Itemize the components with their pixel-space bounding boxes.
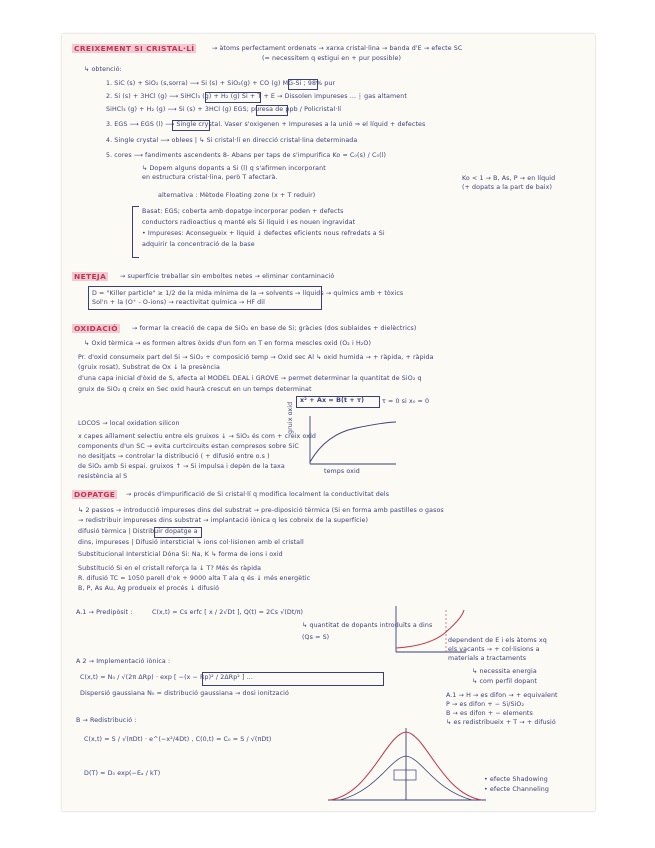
highlight-box <box>256 105 288 116</box>
bracket <box>132 206 139 258</box>
right-note: • efecte Shadowing <box>484 776 548 783</box>
b-label: B → Redistribució : <box>76 717 137 724</box>
doping-line: dins, impureses | Difusió intersticial ↳ ions col·lisionen amb el cristall <box>78 539 304 546</box>
purity-note: (= necessitem q estigui en + pur possible) <box>262 55 401 62</box>
box-line: adquirir la concentració de la base <box>142 241 255 248</box>
cleaning-line: Sol'n + la (O⁺ - O-ions) → reactivitat química → HF dil <box>92 299 265 306</box>
section-title-crystal-growth: CREIXEMENT SI CRISTAL·LÍ <box>74 44 195 53</box>
right-note: materials a tractaments <box>448 655 527 662</box>
a1-formula: C(x,t) = Cs erfc [ x / 2√Dt ], Q(t) = 2Cs √(Dt/π) <box>152 609 304 616</box>
box-line: conductors radioactius q manté els Si líquid i es nouen ingravidat <box>142 219 356 226</box>
oxidation-line: components d'un SC → evita curtcircuits estan compresos sobre SiC <box>78 443 299 450</box>
a2-extra: Dispersió gaussiana N₀ = distribució gaussiana → dosi ionització <box>80 690 289 697</box>
a1-note: ↳ quantitat de dopants introduïts a dins <box>302 622 433 629</box>
box-line: Basat: EGS; coberta amb dopatge incorporar poden + defects <box>142 208 344 215</box>
right-note: • efecte Channeling <box>484 786 549 793</box>
step-line: SiHCl₃ (g) + H₂ (g) ⟶ Si (s) + 3HCl (g) EGS; puresa de ppb / Policristal·lí <box>106 106 342 113</box>
highlight-box <box>288 79 318 90</box>
right-note: P → es difon + − Si/SiO₂ <box>446 701 525 708</box>
box-line: • Impureses: Aconsegueix + líquid ↓ defectes eficients nous refredats a Si <box>142 230 385 237</box>
note-line: ↳ Dopem alguns dopants a Si (l) q s'afirmen incorporant <box>142 165 326 172</box>
notes-page <box>62 34 595 811</box>
right-note: A.1 → H → es difon → + equivalent <box>446 692 558 699</box>
a1-label: A.1 → Predipòsit : <box>76 609 133 616</box>
right-note: ↳ necessita energia <box>472 668 537 675</box>
right-note: els vacants → + col·lisions a <box>448 646 540 653</box>
oxide-growth-graph <box>296 412 406 476</box>
oxidation-line: d'una capa inicial d'òxid de S, afecta al MODEL DEAL i GROVE → permet determinar la quantitat de SiO₂ q <box>78 375 422 382</box>
d-formula: D(T) = D₀ exp(−Eₐ / kT) <box>84 770 161 777</box>
highlight-box <box>154 527 202 538</box>
oxidation-line: LOCOS → local oxidation silicon <box>78 420 180 427</box>
model-note: τ = 0 si x₀ = 0 <box>382 398 430 405</box>
highlight-box <box>205 92 261 103</box>
oxidation-line: Pr. d'oxid consumeix part del Si → SiO₂ + composició temp → Oxid sec Al ↳ oxid humida → + ràpida, + ràpida <box>78 354 434 361</box>
highlight-box <box>172 120 210 131</box>
section-title-oxidation: OXIDACIÓ <box>74 324 118 333</box>
a2-formula-box <box>202 672 384 686</box>
oxidation-line: gruix de SiO₂ q creix en Sec oxid haurà crescut en un temps determinat <box>78 386 312 393</box>
a2-label: A 2 → Implementació iònica : <box>76 658 171 665</box>
section-subtitle: → àtoms perfectament ordenats → xarxa cristal·lina → banda d'E → efecte SC <box>212 45 463 52</box>
step-line: 5. cores ⟶ fandiments ascendents 8- Abans per taps de s'impurifica Ko = C₀(s) / C₀(l) <box>106 152 387 159</box>
doping-line: Substitucional Intersticial Dóna Si: Na, K ↳ forma de ions i oxid <box>78 551 283 558</box>
note-line: en estructura cristal·lina, però T afectarà. <box>142 174 278 181</box>
a2-formula: C(x,t) = N₀ / √(2π ΔRp) · exp [ −(x − Rp)² / 2ΔRp² ] ... <box>80 674 253 681</box>
note-line: alternativa : Mètode Floating zone (x + T reduir) <box>158 192 316 199</box>
oxidation-line: resistència al S <box>78 473 128 480</box>
section-title-cleaning: NETEJA <box>74 272 107 281</box>
oxidation-line: no desitjats → controlar la distribució ( + difusió entre o.s ) <box>78 453 270 460</box>
doping-line: ↳ 2 passos → introducció impureses dins del substrat → pre-diposició tèrmica (Si en forma amb pastilles o gasos <box>78 507 444 514</box>
section-title-doping: DOPATGE <box>74 490 116 499</box>
note-line: (+ dopats a la part de baix) <box>462 184 553 191</box>
doping-type-line: B, P, As Au, Ag produeix el procés ↓ difusió <box>78 585 220 592</box>
oxidation-line: ↳ Oxid tèrmica → es formen altres òxids d'un forn en T en forma mescles oxid (O₂ i H₂O) <box>84 340 372 347</box>
doping-type-line: R. difusió TC = 1050 parell d'ok + 9000 alta T ala q és ↓ més energètic <box>78 575 311 582</box>
a1-note-2: (Qs = S) <box>302 634 330 641</box>
right-note: B → es difon + − elements <box>446 710 533 717</box>
oxidation-line: x capes aïllament selectiu entre els gruixos ↓ → SiO₂ és com + creix oxid <box>78 433 317 440</box>
step-line: 2. Si (s) + 3HCl (g) ⟶ SiHCl₃ (g) + H₂ (g) Si + T + E → Dissolen impureses ... ┆ gas altament <box>106 93 407 100</box>
model-formula: x² + Ax = B(t + τ) <box>300 397 365 404</box>
obtencio-label: ↳ obtenció: <box>84 66 122 73</box>
redistribution-graph <box>320 724 490 806</box>
step-line: 4. Single crystal ⟶ oblees | ↳ Si cristal·lí en direcció cristal·lina determinada <box>106 137 358 144</box>
doping-type-line: Substitució Si en el cristall reforça la ↓ T? Més és ràpida <box>78 565 262 572</box>
cleaning-line: D = "Killer particle" ≥ 1/2 de la mida mínima de la → solvents → líquids → químics amb + tòxics <box>92 290 404 297</box>
section-subtitle: → procés d'impurificació de Si cristal·lí q modifica localment la conductivitat dels <box>126 491 390 498</box>
step-line: 1. SiC (s) + SiO₂ (s,sorra) ⟶ Si (s) + SiO₂(g) + CO (g) MG-Si ; 98% pur <box>106 80 336 87</box>
section-subtitle: → superfície treballar sin emboltes netes → eliminar contaminació <box>120 273 335 280</box>
graph-y-label: gruix oxid <box>287 401 294 434</box>
doping-line: → redistribuir impureses dins substrat → implantació iònica q les cobreix de la superfície) <box>78 517 369 524</box>
oxidation-line: (gruix rosat), Substrat de Ox ↓ la presència <box>78 364 220 371</box>
right-note: ↳ com perfil dopant <box>472 678 537 685</box>
b-formula: C(x,t) = S / √(πDt) · e^(−x²/4Dt) , C(0,t) = C₀ = S / √(πDt) <box>84 736 272 743</box>
right-note: ↳ es redistribueix + T → + difusió <box>446 719 556 726</box>
graph-x-label: temps oxid <box>324 468 360 475</box>
step-line: 3. EGS ⟶ EGS (l) ⟶ Single crystal. Vaser s'oxigenen + Impureses a la unió ⇒ el líquid + defectes <box>106 121 426 128</box>
right-note: dependent de E i els àtoms xq <box>448 637 547 644</box>
note-line: Ko < 1 → B, As, P → en líquid <box>462 175 556 182</box>
section-subtitle: → formar la creació de capa de SiO₂ en base de Si; gràcies (dos sublaides + dielèctrics) <box>132 325 417 332</box>
oxidation-line: de SiO₂ amb Si espai. gruixos ↑ → Si impulsa i depèn de la taxa <box>78 463 285 470</box>
doping-line: difusió tèrmica | Distribuir dopatge a <box>78 528 198 535</box>
